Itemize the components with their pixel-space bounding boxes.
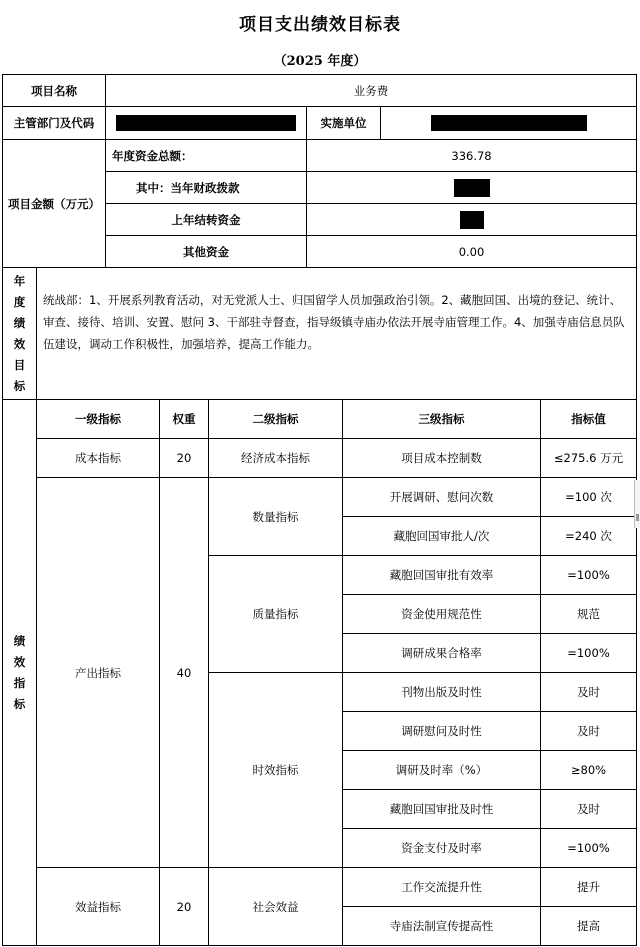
output-weight: 40 [160,478,209,868]
goal-table [2,267,637,400]
fiscal-label: 其中：当年财政拨款 [106,172,307,204]
indicator-label: 绩 效 指 标 [3,400,37,946]
value-cell: =100% [541,634,637,673]
level3-cell: 藏胞回国审批及时性 [343,790,541,829]
level3-cell: 工作交流提升性 [343,868,541,907]
output-level1: 产出指标 [37,478,160,868]
value-cell: ≥80% [541,751,637,790]
header-level3: 三级指标 [343,400,541,439]
level3-cell: 刊物出版及时性 [343,673,541,712]
cost-level1: 成本指标 [37,439,160,478]
level3-cell: 藏胞回国审批人/次 [343,517,541,556]
amount-table [2,139,637,268]
cost-weight: 20 [160,439,209,478]
value-cell: =100% [541,829,637,868]
level3-cell: 资金使用规范性 [343,595,541,634]
unit-label: 实施单位 [307,107,381,140]
dept-label: 主管部门及代码 [3,107,106,140]
goal-text: 统战部：1、开展系列教育活动，对无党派人士、归国留学人员加强政治引领。2、藏胞回国、出境的登记、统计、审查、接待、培训、安置、慰问 3、干部驻寺督查，指导级镇寺庙办依法开展寺庙管理工作。4、加强寺庙信息员队伍建设，调动工作积极性，加强培养，提高工作能力。 [37,268,637,400]
redacted-block [454,179,490,197]
header-value: 指标值 [541,400,637,439]
timeliness-level2: 时效指标 [209,673,343,868]
header-level1: 一级指标 [37,400,160,439]
quantity-level2: 数量指标 [209,478,343,556]
level3-cell: 调研慰问及时性 [343,712,541,751]
header-weight: 权重 [160,400,209,439]
other-value: 0.00 [307,236,637,268]
table-row [3,868,637,907]
cost-value: ≤275.6 万元 [541,439,637,478]
value-cell: =240 次 [541,517,637,556]
level3-cell: 开展调研、慰问次数 [343,478,541,517]
level3-cell: 调研成果合格率 [343,634,541,673]
value-cell: 提升 [541,868,637,907]
amount-label: 项目金额（万元） [3,140,106,268]
goal-label: 年 度 绩 效 目 标 [3,268,37,400]
year-subtitle: （2025 年度） [273,54,367,69]
cost-level2: 经济成本指标 [209,439,343,478]
value-cell: =100% [541,556,637,595]
benefit-level1: 效益指标 [37,868,160,946]
redacted-block [431,115,587,131]
unit-value [381,107,637,140]
redacted-block [116,115,296,131]
fiscal-value [307,172,637,204]
benefit-level2: 社会效益 [209,868,343,946]
indicator-table [2,399,637,946]
level3-cell: 藏胞回国审批有效率 [343,556,541,595]
scroll-handle[interactable] [634,480,640,528]
value-cell: 提高 [541,907,637,946]
value-cell: 及时 [541,790,637,829]
level3-cell: 寺庙法制宣传提高性 [343,907,541,946]
header-level2: 二级指标 [209,400,343,439]
table-row [3,439,637,478]
benefit-weight: 20 [160,868,209,946]
value-cell: 及时 [541,673,637,712]
carryover-label: 上年结转资金 [106,204,307,236]
value-cell: =100 次 [541,478,637,517]
quality-level2: 质量指标 [209,556,343,673]
level3-cell: 资金支付及时率 [343,829,541,868]
dept-value [106,107,307,140]
carryover-value [307,204,637,236]
total-value: 336.78 [307,140,637,172]
table-row [3,478,637,517]
other-label: 其他资金 [106,236,307,268]
value-cell: 及时 [541,712,637,751]
cost-level3: 项目成本控制数 [343,439,541,478]
page-title: 项目支出绩效目标表 [239,15,401,35]
project-info-table [2,74,637,140]
level3-cell: 调研及时率（%） [343,751,541,790]
redacted-block [460,211,484,229]
project-name-label: 项目名称 [3,75,106,107]
total-label: 年度资金总额： [106,140,307,172]
value-cell: 规范 [541,595,637,634]
project-name-value: 业务费 [106,75,637,107]
